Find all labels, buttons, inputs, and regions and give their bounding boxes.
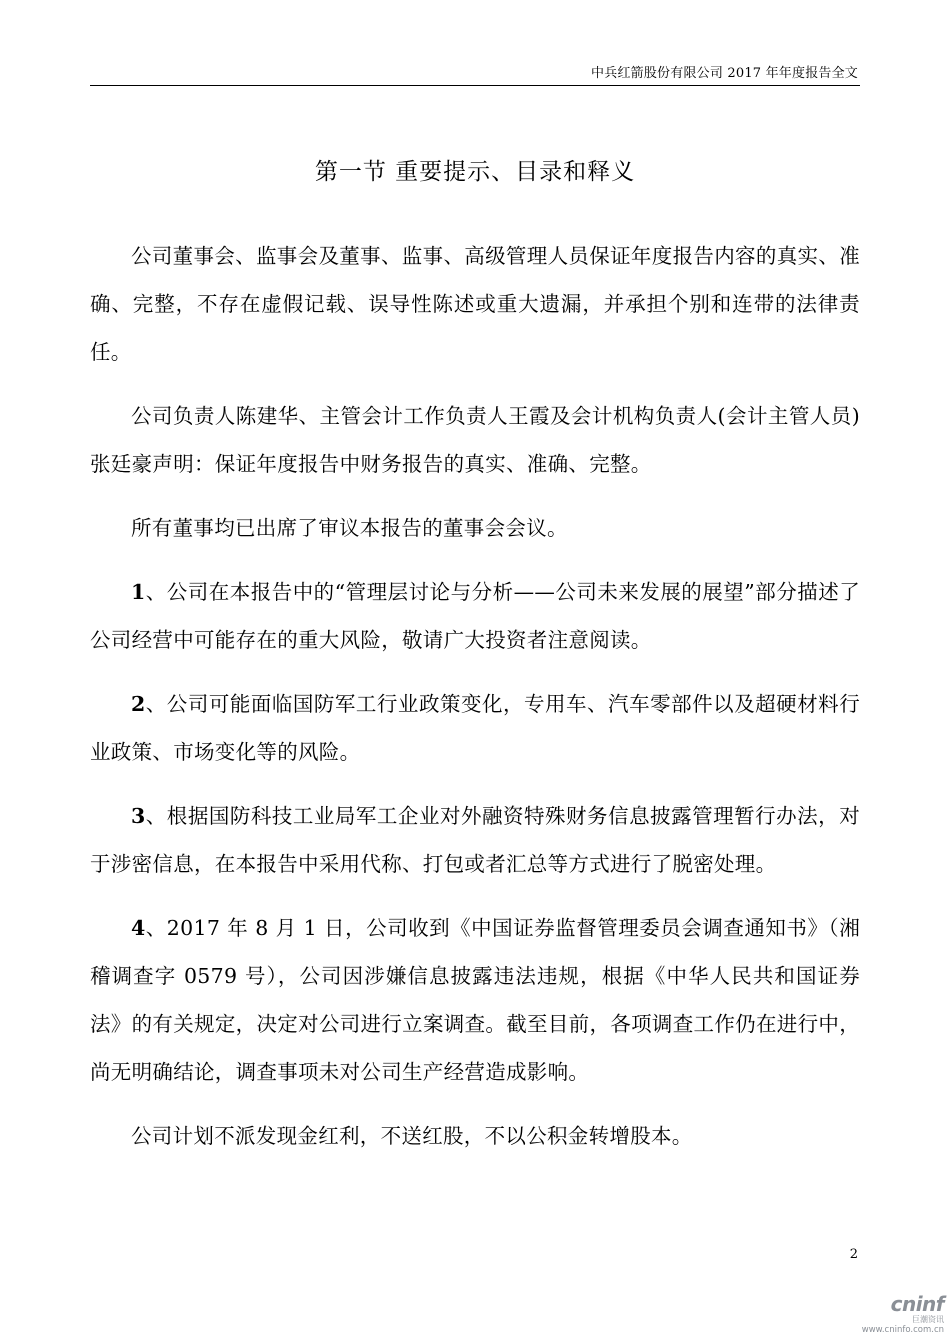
paragraph-item-2 bbox=[90, 680, 860, 776]
paragraph-responsible-persons bbox=[90, 392, 860, 488]
page-number: 2 bbox=[849, 1247, 858, 1262]
paragraph-board-guarantee bbox=[90, 232, 860, 376]
item-number: 4 bbox=[131, 916, 146, 940]
section-title: 第一节 重要提示、目录和释义 bbox=[314, 159, 636, 185]
running-header: 中兵红箭股份有限公司 2017 年年度报告全文 bbox=[591, 66, 858, 81]
paragraph-text: 、2017 年 8 月 1 日，公司收到《中国证券监督管理委员会调查通知书》（湘稽调查字 0579 号），公司因涉嫌信息披露违法违规，根据《中华人民共和国证券法》的有关规定，决定对公司进行立案调查。截至目前，各项调查工作仍在进行中，尚无明确结论，调查事项未对公司生产经营造成影响。 bbox=[90, 916, 860, 1084]
header-divider bbox=[90, 85, 860, 86]
paragraph-dividend-plan bbox=[90, 1112, 860, 1160]
paragraph-text: 公司计划不派发现金红利，不送红股，不以公积金转增股本。 bbox=[131, 1124, 693, 1148]
paragraph-text: 、根据国防科技工业局军工企业对外融资特殊财务信息披露管理暂行办法，对于涉密信息，在本报告中采用代称、打包或者汇总等方式进行了脱密处理。 bbox=[90, 804, 860, 876]
cninfo-watermark bbox=[852, 1294, 944, 1336]
paragraph-text: 、公司在本报告中的“管理层讨论与分析——公司未来发展的展望”部分描述了公司经营中可能存在的重大风险，敬请广大投资者注意阅读。 bbox=[90, 580, 860, 652]
paragraph-directors-attendance bbox=[90, 504, 860, 552]
item-number: 3 bbox=[131, 804, 146, 828]
watermark-url: www.cninfo.com.cn bbox=[861, 1325, 944, 1335]
item-number: 2 bbox=[131, 692, 146, 716]
paragraph-text: 、公司可能面临国防军工行业政策变化，专用车、汽车零部件以及超硬材料行业政策、市场变化等的风险。 bbox=[90, 692, 860, 764]
paragraph-text: 公司负责人陈建华、主管会计工作负责人王霞及会计机构负责人(会计主管人员)张廷豪声明：保证年度报告中财务报告的真实、准确、完整。 bbox=[90, 404, 860, 476]
paragraph-text: 所有董事均已出席了审议本报告的董事会会议。 bbox=[131, 516, 568, 540]
body-text bbox=[90, 232, 860, 1176]
paragraph-item-3 bbox=[90, 792, 860, 888]
watermark-brand: cninf bbox=[890, 1292, 944, 1316]
paragraph-item-4 bbox=[90, 904, 860, 1096]
paragraph-text: 公司董事会、监事会及董事、监事、高级管理人员保证年度报告内容的真实、准确、完整，不存在虚假记载、误导性陈述或重大遗漏，并承担个别和连带的法律责任。 bbox=[90, 244, 860, 364]
watermark-subtitle: 巨潮资讯 bbox=[912, 1315, 944, 1324]
paragraph-item-1 bbox=[90, 568, 860, 664]
item-number: 1 bbox=[131, 580, 146, 604]
